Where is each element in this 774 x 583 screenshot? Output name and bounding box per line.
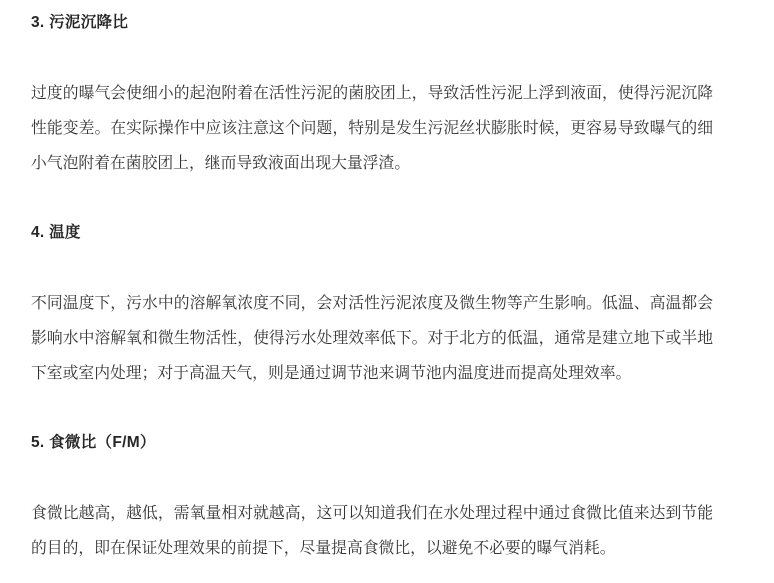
section-temperature <box>31 221 713 391</box>
section-food-microorganism-ratio <box>31 431 713 566</box>
paragraph-line: 过度的曝气会使细小的起泡附着在活性污泥的菌胶团上，导致活性污泥上浮到液面，使得污泥沉降 <box>31 85 713 102</box>
paragraph <box>31 496 713 566</box>
section-heading: 3. 污泥沉降比 <box>31 14 129 31</box>
paragraph-line: 小气泡附着在菌胶团上，继而导致液面出现大量浮渣。 <box>31 155 411 172</box>
paragraph <box>31 286 713 391</box>
section-heading: 4. 温度 <box>31 224 81 241</box>
paragraph-line: 性能变差。在实际操作中应该注意这个问题，特别是发生污泥丝状膨胀时候，更容易导致曝气的细 <box>31 120 713 137</box>
paragraph-line: 下室或室内处理；对于高温天气，则是通过调节池来调节池内温度进而提高处理效率。 <box>31 365 632 382</box>
paragraph-line: 食微比越高，越低，需氧量相对就越高，这可以知道我们在水处理过程中通过食微比值来达到节能 <box>31 505 713 522</box>
section-heading: 5. 食微比（F/M） <box>31 434 156 451</box>
paragraph-line: 不同温度下，污水中的溶解氧浓度不同，会对活性污泥浓度及微生物等产生影响。低温、高温都会 <box>31 295 713 312</box>
section-sludge-settling-ratio <box>31 11 713 181</box>
paragraph-line: 的目的，即在保证处理效果的前提下，尽量提高食微比，以避免不必要的曝气消耗。 <box>31 540 616 557</box>
paragraph-line: 影响水中溶解氧和微生物活性，使得污水处理效率低下。对于北方的低温，通常是建立地下或半地 <box>31 330 713 347</box>
paragraph <box>31 76 713 181</box>
